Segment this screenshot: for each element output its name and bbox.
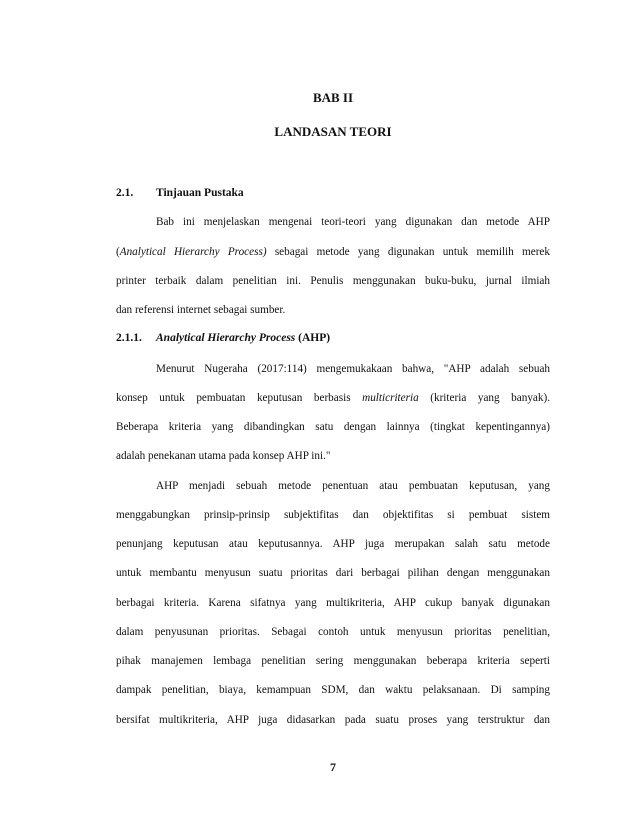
para-2-line: konsep untuk pembuatan keputusan berbasis multicriteria (kriteria yang banyak). [116, 392, 550, 404]
para-3-line: dalam penyusunan prioritas. Sebagai contoh untuk menyusun prioritas penelitian, [116, 626, 550, 638]
para-3-line: dampak penelitian, biaya, kemampuan SDM, dan waktu pelaksanaan. Di samping [116, 684, 550, 696]
section-title-italic: Analytical Hierarchy Process [156, 332, 296, 344]
chapter-label: BAB II [312, 90, 354, 105]
para-1-line: printer terbaik dalam penelitian ini. Penulis menggunakan buku-buku, jurnal ilmiah [116, 275, 550, 287]
para-3-line: pihak manajemen lembaga penelitian sering menggunakan beberapa kriteria seperti [116, 655, 550, 667]
para-2-line: Beberapa kriteria yang dibandingkan satu dengan lainnya (tingkat kepentingannya) [116, 421, 550, 433]
section-heading-2-1 [116, 187, 244, 199]
page-number: 7 [330, 760, 336, 774]
para-3-line: untuk membantu menyusun suatu prioritas dari berbagai pilihan dengan menggunakan [116, 567, 550, 579]
para-3-line: AHP menjadi sebuah metode penentuan atau pembuatan keputusan, yang [156, 480, 550, 492]
para-1-line: (Analytical Hierarchy Process) sebagai metode yang digunakan untuk memilih merek [116, 246, 550, 258]
italic-term: multicriteria [362, 392, 419, 404]
italic-term: (Analytical Hierarchy Process) [116, 246, 267, 258]
para-1-line: dan referensi internet sebagai sumber. [116, 304, 286, 316]
section-title: Tinjauan Pustaka [156, 187, 244, 199]
para-3-line: penunjang keputusan atau keputusannya. AHP juga merupakan salah satu metode [116, 538, 550, 550]
section-title-suffix: (AHP) [298, 332, 331, 344]
para-3-line: bersifat multikriteria, AHP juga didasarkan pada suatu proses yang terstruktur dan [116, 714, 550, 726]
para-3-line: menggabungkan prinsip-prinsip subjektifitas dan objektifitas si pembuat sistem [116, 509, 550, 521]
para-1-line: Bab ini menjelaskan mengenai teori-teori yang digunakan dan metode AHP [156, 216, 550, 228]
para-2-line: Menurut Nugeraha (2017:114) mengemukakaan bahwa, "AHP adalah sebuah [156, 363, 550, 375]
para-2-line: adalah penekanan utama pada konsep AHP ini." [116, 450, 331, 462]
para-3-line: berbagai kriteria. Karena sifatnya yang multikriteria, AHP cukup banyak digunakan [116, 597, 550, 609]
section-heading-2-1-1 [116, 332, 330, 344]
chapter-title: LANDASAN TEORI [274, 124, 392, 139]
section-number: 2.1.1. [116, 332, 142, 344]
section-number: 2.1. [116, 187, 134, 199]
